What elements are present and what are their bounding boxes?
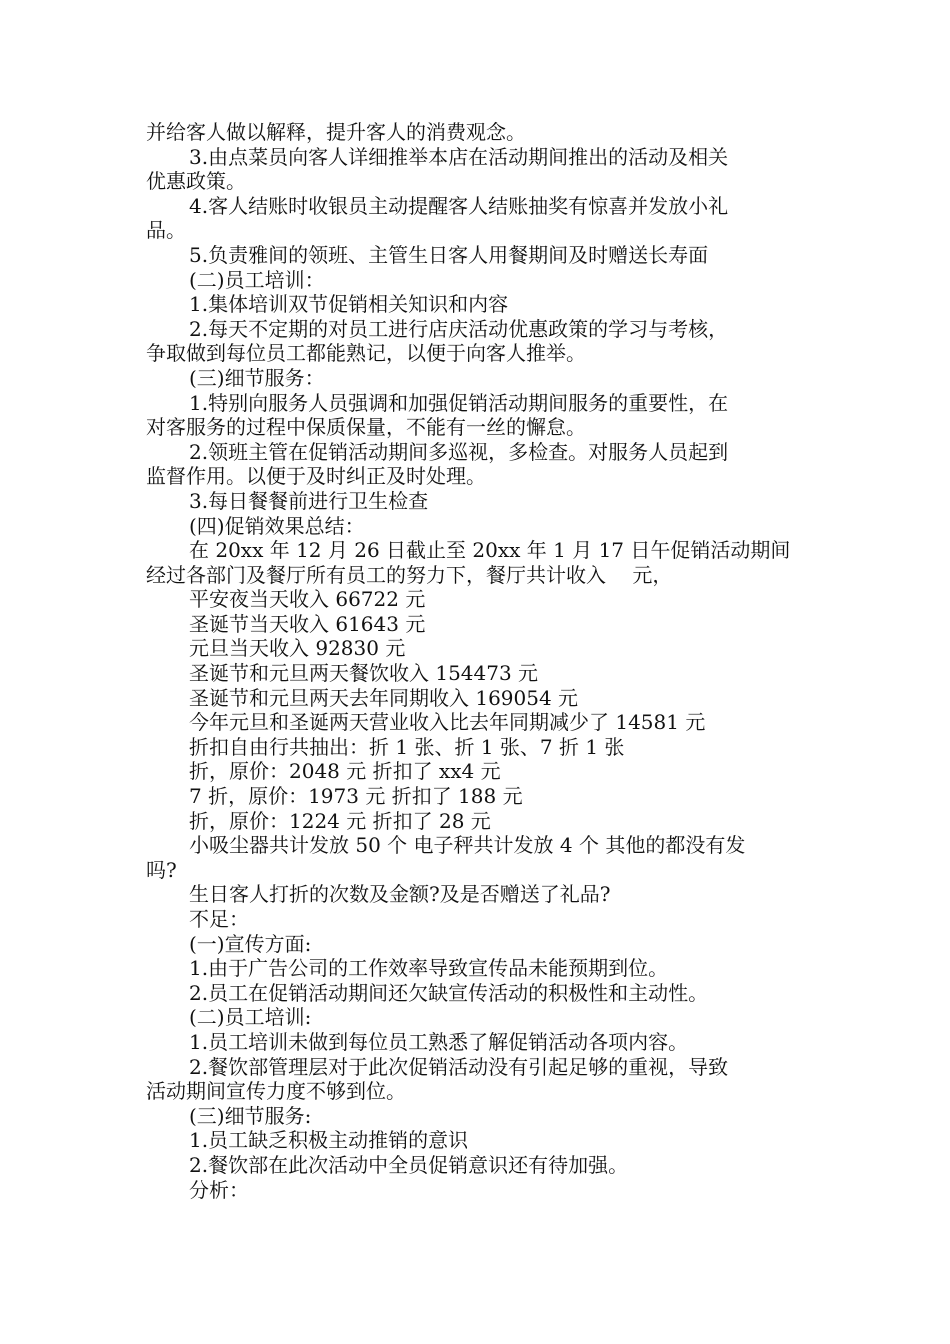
text-line: 2.领班主管在促销活动期间多巡视，多检查。对服务人员起到 [189, 439, 729, 464]
text-line: 圣诞节和元旦两天餐饮收入 154473 元 [189, 661, 539, 686]
text-line: (二)员工培训: [189, 1005, 312, 1030]
text-line: 折扣自由行共抽出：折 1 张、折 1 张、7 折 1 张 [189, 734, 625, 759]
text-line: 生日客人打折的次数及金额?及是否赠送了礼品? [189, 882, 611, 907]
text-line: 2.每天不定期的对员工进行店庆活动优惠政策的学习与考核， [189, 316, 729, 341]
text-line: 元旦当天收入 92830 元 [189, 636, 406, 661]
text-line: 平安夜当天收入 66722 元 [189, 587, 426, 612]
text-line: 监督作用。以便于及时纠正及时处理。 [146, 464, 486, 489]
text-line: (四)促销效果总结： [189, 513, 365, 538]
text-line: 2.餐饮部管理层对于此次促销活动没有引起足够的重视，导致 [189, 1054, 729, 1079]
text-line: 小吸尘器共计发放 50 个 电子秤共计发放 4 个 其他的都没有发 [189, 833, 746, 858]
text-line: 折，原价：2048 元 折扣了 xx4 元 [189, 759, 501, 784]
text-line: 圣诞节当天收入 61643 元 [189, 611, 426, 636]
text-line: 优惠政策。 [146, 169, 246, 194]
text-line: 7 折，原价：1973 元 折扣了 188 元 [189, 784, 523, 809]
text-line: 对客服务的过程中保质保量，不能有一丝的懈怠。 [146, 415, 586, 440]
text-line: 2.餐饮部在此次活动中全员促销意识还有待加强。 [189, 1152, 629, 1177]
text-line: 在 20xx 年 12 月 26 日截止至 20xx 年 1 月 17 日午促销活动期间 [189, 538, 791, 563]
text-line: (二)员工培训： [189, 267, 325, 292]
text-line: 1.员工缺乏积极主动推销的意识 [189, 1128, 469, 1153]
text-line: (一)宣传方面: [189, 931, 312, 956]
text-line: 4.客人结账时收银员主动提醒客人结账抽奖有惊喜并发放小礼 [189, 193, 729, 218]
text-line: 3.由点菜员向客人详细推举本店在活动期间推出的活动及相关 [189, 144, 729, 169]
text-line: 活动期间宣传力度不够到位。 [146, 1079, 406, 1104]
text-line: 争取做到每位员工都能熟记，以便于向客人推举。 [146, 341, 586, 366]
text-line: 圣诞节和元旦两天去年同期收入 169054 元 [189, 685, 579, 710]
text-line: 今年元旦和圣诞两天营业收入比去年同期减少了 14581 元 [189, 710, 706, 735]
document-body [146, 120, 811, 1202]
text-line: 3.每日餐餐前进行卫生检查 [189, 488, 429, 513]
text-line: 分析： [189, 1177, 249, 1202]
text-line: 2.员工在促销活动期间还欠缺宣传活动的积极性和主动性。 [189, 980, 709, 1005]
text-line: 5.负责雅间的领班、主管生日客人用餐期间及时赠送长寿面 [189, 242, 709, 267]
text-line: 1.员工培训未做到每位员工熟悉了解促销活动各项内容。 [189, 1029, 689, 1054]
text-line: 1.集体培训双节促销相关知识和内容 [189, 292, 509, 317]
text-line: 并给客人做以解释，提升客人的消费观念。 [146, 120, 526, 144]
text-line: (三)细节服务： [189, 365, 325, 390]
text-line: 吗? [146, 857, 177, 882]
text-line: 1.特别向服务人员强调和加强促销活动期间服务的重要性，在 [189, 390, 729, 415]
text-line: 1.由于广告公司的工作效率导致宣传品未能预期到位。 [189, 956, 669, 981]
text-line: 不足： [189, 907, 249, 931]
text-line: (三)细节服务: [189, 1103, 312, 1128]
text-line: 品。 [146, 218, 186, 243]
text-line: 折，原价：1224 元 折扣了 28 元 [189, 808, 491, 833]
text-line: 经过各部门及餐厅所有员工的努力下，餐厅共计收入 元， [146, 562, 673, 587]
